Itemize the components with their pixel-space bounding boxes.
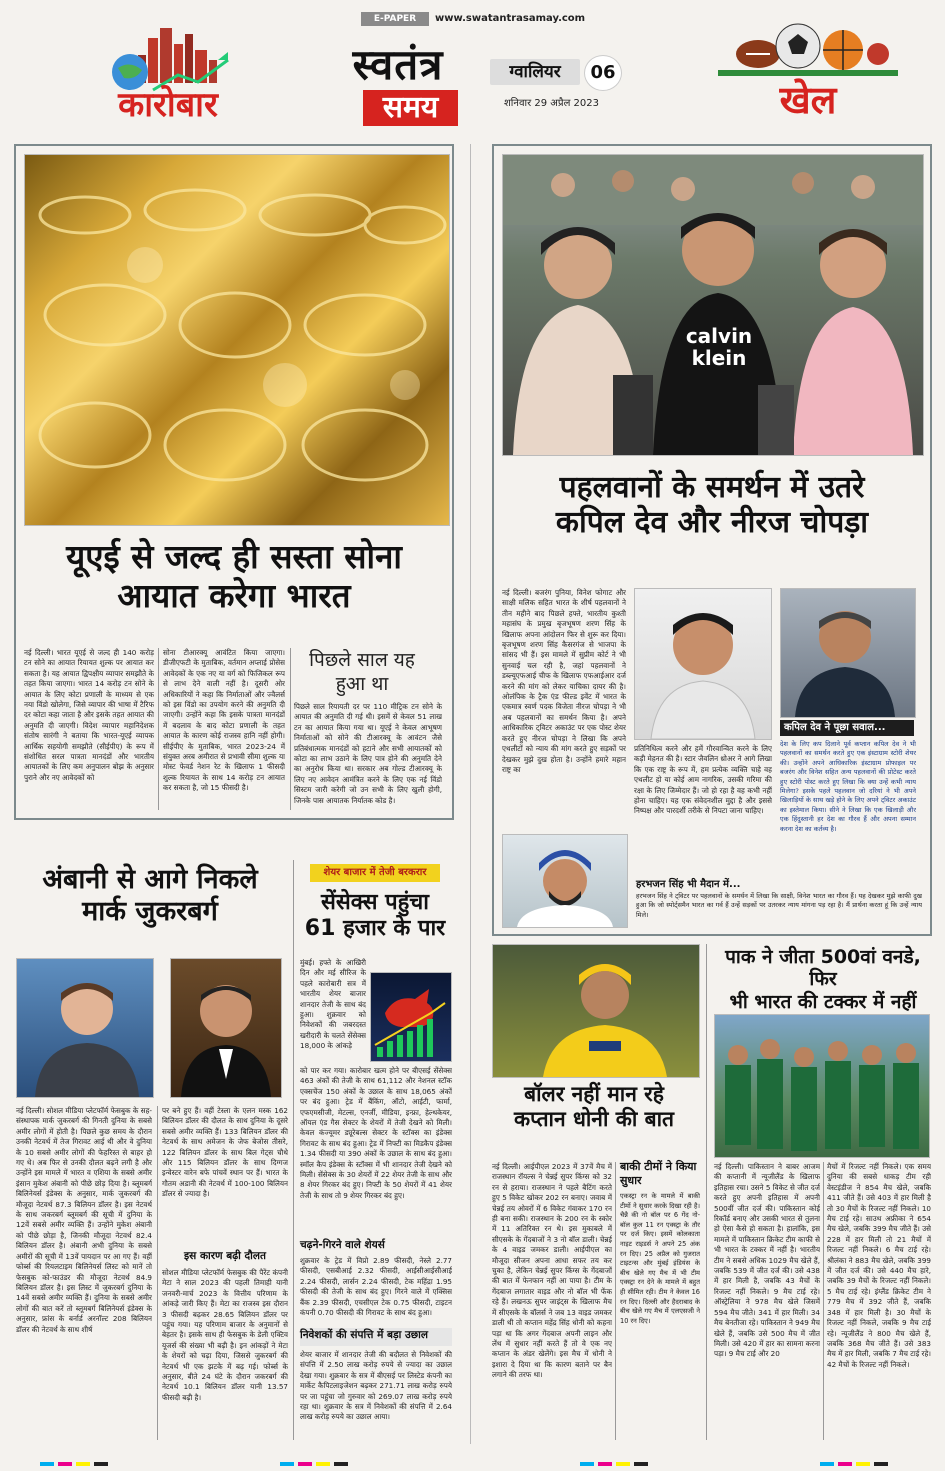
epaper-label: E-PAPER bbox=[361, 12, 429, 26]
zuckerberg-headline bbox=[14, 864, 286, 928]
newspaper-logo bbox=[318, 40, 478, 130]
dhoni-side-title: बाकी टीमों ने किया सुधार bbox=[620, 1160, 697, 1187]
harbhajan-photo bbox=[502, 834, 628, 928]
pak-col1: नई दिल्ली। पाकिस्तान ने बाबर आजम की कप्तानी में न्यूजीलैंड के खिलाफ इतिहास रचा। उसने 5 विकेट से जीत दर्ज करते हुए अपनी इतिहास में अपनी 500वीं जीत दर्ज की। पाकिस्तान कोई रिकॉर्ड बनाए और उसकी भारत से तुलना हो ऐसा कैसे हो सकता है। हालांकि, इस मामले में पाकिस्तान क्रिकेट टीम काफी से भी भारत के टक्कर में नहीं है। भारतीय टीम ने सबसे अधिक 1029 मैच खेले हैं, जबकि 539 में जीत दर्ज की। उसे 438 में हार मिली है, जबकि 43 मैचों के रिजल्ट नहीं निकले। 9 मैच टाई रहे। ऑस्ट्रेलिया ने 978 मैच खेले जिसमें 594 मैच जीते। 341 में हार मिली। 34 मैच बेनतीजा रहे। पाकिस्तान ने 949 मैच खेले हैं, जबकि उसे 500 मैच में जीत मिली। उसे 420 में हार का सामना करना पड़ा। 9 मैच टाई और 20 bbox=[714, 1162, 820, 1359]
harbhajan-caption: हरभजन सिंह भी मैदान में... bbox=[636, 879, 741, 890]
registration-marks bbox=[0, 1461, 945, 1467]
gold-col2: सोना टीआरक्यू आवंटित किया जाएगा। डीजीएफटी के मुताबिक, वर्तमान अप्लाई प्रोसेस आवेदकों के एक नए या वर्ग को फिजिकल रूप से लाभ देने वाली नहीं है। दूसरी ओर अधिकारियों ने कहा कि निर्माताओं और ज्वैलर्स को इस विंडो का उपयोग करने की अनुमति दी जाएगी। उन्होंने कहा कि इसके पात्रता मानदंडों में बदलाव के बाद कोटा प्रणाली के तहत आयात के कारण कोई राजस्व हानि नहीं होगी। सीईपीए के मुताबिक, भारत 2023-24 में संयुक्त अरब अमीरात से प्रभावी सीमा शुल्क या मोस्ट फेवर्ड नेशन रेट के खिलाफ 1 फीसदी शुल्क रियायत के साथ 14 करोड़ टन आयात कर सकता है, जो 15 फीसदी है। bbox=[163, 648, 285, 793]
kapil-photo bbox=[780, 588, 916, 718]
zuckerberg-col2a: पर बने हुए हैं। वहीं टेस्ला के एलन मस्क 162 बिलियन डॉलर की दौलत के साथ दुनिया के दूसरे सबसे अमीर व्यक्ति हैं। 133 बिलियन डॉलर की नेटवर्थ के साथ अमेजन के जेफ बेजोस तीसरे, 122 बिलियन डॉलर के साथ बिल गेट्स चौथे और 115 बिलियन डॉलर के साथ दिग्गज इन्वेस्टर वारेन बफे पांचवें स्थान पर हैं। भारत के गौतम अडानी की नेटवर्थ में 100-100 बिलियन डॉलर से ज्यादा है। bbox=[162, 1106, 288, 1199]
wrestlers-press-illustration bbox=[503, 155, 923, 455]
sensex-text3: शेयर बाजार में शानदार तेजी की बदौलत से निवेशकों की संपत्ति में 2.50 लाख करोड़ रुपये से ज्यादा का उछाल देखा गया। शुक्रवार के सत्र में बीएसई पर लिस्टेड कंपनी का मार्केट कैपिटलाइजेशन बढ़कर 271.71 लाख करोड़ रुपये पर जा पहुंचा जो गुरुवार को 269.07 लाख करोड़ रुपये रहा था। शुक्रवार के सत्र में निवेशकों की संपत्ति में 2.64 लाख करोड़ रुपये का उछाल आया। bbox=[300, 1350, 452, 1422]
wrestlers-headline-line1: पहलवानों के समर्थन में उतरे bbox=[559, 470, 865, 505]
gold-bangles-illustration bbox=[25, 155, 449, 525]
ambani-photo bbox=[170, 958, 282, 1098]
logo-top-text: स्वतंत्र bbox=[352, 40, 444, 89]
zuckerberg-headline-line1: अंबानी से आगे निकले bbox=[42, 864, 258, 895]
cricket-team-illustration bbox=[715, 1015, 929, 1157]
zuckerberg-col1: नई दिल्ली। सोशल मीडिया प्लेटफॉर्म फेसबुक के सह-संस्थापक मार्क जुकरबर्ग की गिनती दुनिया के सबसे अमीर लोगों में होती है। पिछले कुछ समय के दौरान उनकी नेटवर्थ में तेज गिरावट आई थी और वे दुनिया के 10 सबसे अमीर लोगों की फेहरिस्त से बाहर हो गए थे। अब फिर से उनकी दौलत बढ़ने लगी है और उन्होंने इस मामले में भारत व एशिया के सबसे अमीर इंसान मुकेश अंबानी को पीछे छोड़ दिया है। ब्लूमबर्ग बिलिनेयर्स इंडेक्स के अनुसार, मार्क जुकरबर्ग की मौजूदा नेटवर्थ 87.3 बिलियन डॉलर है। इस नेटवर्थ के साथ जकरबर्ग ब्लूमबर्ग की सूची में दुनिया के 12वें सबसे अमीर व्यक्ति हैं। उन्होंने मुकेश अंबानी को पीछे छोड़ा है, जिनकी मौजूदा नेटवर्थ 82.4 बिलियन डॉलर है। अंबानी अभी दुनिया के सबसे अमीरों की सूची में 13वें पायदान पर आ गए हैं। वहीं फोर्ब्स की रियलटाइम बिलिनेयर्स लिस्ट को मानें तो फेसबुक को-फाउंडर की मौजूदा नेटवर्थ 84.9 बिलियन डॉलर है। इस लिस्ट में जुकरबर्ग दुनिया के 14वें सबसे अमीर व्यक्ति हैं। दुनिया के सबसे अमीर लोगों की बात करें तो ब्लूमबर्ग बिलिनेयर्स इंडेक्स के अनुसार, फ्रांस के बर्नार्ड अरनॉल्ट 208 बिलियन डॉलर की नेटवर्थ के साथ शीर्ष bbox=[16, 1106, 152, 1334]
page-number: 06 bbox=[590, 62, 616, 83]
dhoni-headline bbox=[488, 1082, 700, 1132]
zuckerberg-subhead: इस कारण बढ़ी दौलत bbox=[184, 1250, 266, 1262]
neeraj-photo bbox=[634, 588, 772, 740]
sensex-subhead2: निवेशकों की संपत्ति में बड़ा उछाल bbox=[300, 1328, 452, 1346]
masthead bbox=[0, 0, 945, 135]
sensex-headline bbox=[298, 890, 452, 942]
dhoni-side-text: एकस्ट्रा रन के मामले में बाकी टीमों ने सुधार करके दिखा रही है। चैन्नै की नो बॉल पर 6 गेंद नो-बॉल कुल 11 रन एक्स्ट्रा के तौर पर दर्ज किए। इसमें कोलकाता नाइट राइडर्स ने अपने 25 अंक रन दिए। 25 अप्रैल को गुजरात टाइटन्स और मुंबई इंडियंस के बीच खेले गए मैच में भी टीम एक्स्ट्रा रन देने के मामले में बहुत ही सीमित रही। टीम ने केवल 16 रन दिए। दिल्ली और हैदराबाद के बीच खेले गए मैच में एलएसजी ने 10 रन दिए। bbox=[620, 1192, 700, 1325]
gold-headline-line2: आयात करेगा भारत bbox=[117, 575, 351, 615]
kapil-text: देश के लिए कप दिलाने पूर्व कप्तान कपिल देव ने भी पहलवानों का समर्थन करते हुए एक इंस्टाग्राम स्टोरी शेयर की। उन्होंने अपने आधिकारिक इंस्टाग्राम प्रोफाइल पर बजरंग और विनेश सहित अन्य पहलवानों की प्रोटेस्ट करते हुए स्टोरी पोस्ट करते हुए लिखा कि क्या उन्हें कभी न्याय मिलेगा? इसके पहले पहलवान जो दरियां ने भी अपने खिलाड़ियों के साथ खड़े होने के लिए अपने ट्विटर अकाउंट का इस्तेमाल किया। सीने ने लिखा कि एक खिलाड़ी और एक हिंदुस्तानी हर देश का गौरव हैं और अपना सम्मान करना देश का कर्तव्य है। bbox=[780, 740, 916, 833]
kapil-caption: कपिल देव ने पूछा सवाल... bbox=[780, 720, 914, 736]
dhoni-headline-line2: कप्तान धोनी की बात bbox=[513, 1106, 674, 1131]
gold-headline-line1: यूएई से जल्द ही सस्ता सोना bbox=[66, 537, 402, 576]
person-silhouette-icon bbox=[17, 959, 153, 1097]
zuckerberg-col2b: सोशल मीडिया प्लेटफॉर्म फेसबुक की पैरेंट कंपनी मेटा ने साल 2023 की पहली तिमाही यानी जनवरी-मार्च 2023 के वित्तीय परिणाम के आंकड़े जारी किए हैं। मेटा का राजस्व इस दौरान 3 फीसदी बढ़कर 28.65 बिलियन डॉलर पर पहुंच गया। यह परिणाम बाजार के अनुमानों से बेहतर है। इसके साथ ही फेसबुक के डेली एक्टिव यूजर्स की संख्या भी बढ़ी है। इन आंकड़ों ने मेटा के शेयरों को चढ़ा दिया, जिससे जुकरबर्ग की नेटवर्थ भी एक झटके में बढ़ गई। फोर्ब्स के अनुसार, बीते 24 घंटे के दौरान जकरबर्ग की नेटवर्थ 10.1 बिलियन डॉलर यानी 13.57 फीसदी बढ़ी है। bbox=[162, 1268, 288, 1402]
wrestlers-headline bbox=[502, 470, 922, 541]
pak-col2: मैचों में रिजल्ट नहीं निकले। एक समय दुनिया की सबसे धाकड़ टीम रही वेस्टइंडीज ने 854 मैच खेले, जबकि 411 जीते हैं। उसे 403 में हार मिली है तो 30 मैचों के रिजल्ट नहीं निकले। 10 मैच टाई रहे। साउथ अफ्रीका ने 654 मैच खेले, जबकि 399 मैच जीते हैं। उसे 228 में हार मिली तो 21 मैचों में रिजल्ट नहीं निकले। 6 मैच टाई रहे। श्रीलंका ने 883 मैच खेले, जबकि 399 में जीत दर्ज की। उसे 440 मैच हारे, जबकि 39 मैचों के रिजल्ट नहीं निकले। 5 मैच टाई रहे। इंग्लैंड क्रिकेट टीम ने 779 मैच में 392 जीते हैं, जबकि 348 में हार मिली है। 30 मैचों के रिजल्ट नहीं निकले, जबकि 9 मैच टाई रहे। न्यूजीलैंड ने 800 मैच खेले हैं, जबकि 368 मैच जीते हैं। उसे 383 मैच में हार मिली, जबकि 7 मैच टाई रहे। 42 मैचों के रिजल्ट नहीं निकले। bbox=[827, 1162, 931, 1369]
sensex-text2: शुक्रवार के ट्रेड में विप्रो 2.89 फीसदी, नेस्ले 2.77 फीसदी, एसबीआई 2.32 फीसदी, आईसीआईसीआई 2.24 फीसदी, लार्सन 2.24 फीसदी, टेक महिंद्रा 1.95 फीसदी की तेजी के साथ बंद हुए। गिरने वाले में एक्सिस बैंक 2.39 फीसदी, एचसीएल टेक 0.75 फीसदी, टाइटन कंपनी 0.70 फीसदी की गिरावट के साथ बंद हुआ। bbox=[300, 1256, 452, 1318]
gold-sidebar-title: पिछले साल यह हुआ था bbox=[309, 649, 415, 695]
logo-bottom-text: समय bbox=[363, 90, 458, 126]
gold-jewelry-photo bbox=[24, 154, 450, 526]
wrestlers-col2: प्रतिनिधित्व करने और हमें गौरवान्वित करने के लिए कड़ी मेहनत की है। स्टार जैवलिन थ्रोअर ने आगे लिखा कि एक राष्ट्र के रूप में, हम प्रत्येक व्यक्ति चाहे वह एथलीट हो या कोई आम नागरिक, उसकी गरिमा की रक्षा के लिए जिम्मेदार हैं। जो हो रहा है वह कभी नहीं होना चाहिए। यह एक संवेदनशील मुद्दा है और इससे निष्पक्ष और पारदर्शी तरीके से निपटा जाना चाहिए। bbox=[634, 744, 772, 816]
bull-market-graphic bbox=[370, 972, 452, 1062]
sports-balls-icon bbox=[718, 18, 898, 78]
epaper-bar bbox=[355, 11, 595, 27]
jersey-text: calvin klein bbox=[685, 324, 753, 370]
pak-headline bbox=[710, 946, 936, 1013]
business-section-title: कारोबार bbox=[118, 85, 218, 125]
sensex-intro: मुंबई। हफ्ते के आखिरी दिन और मई सीरिज के पहले कारोबारी सत्र में भारतीय शेयर बाजार शानदार तेजी के साथ बंद हुआ। शुक्रवार को निवेशकों की जबरदस्त खरीदारी के चलते सेंसेक्स 18,000 के आंकड़े bbox=[300, 958, 366, 1051]
city-name: ग्वालियर bbox=[509, 62, 561, 82]
gold-sidebar-text: पिछले साल रियायती दर पर 110 मीट्रिक टन सोने के आयात की अनुमति दी गई थी। इसमें से केवल 51 लाख टन का आयात किया गया था। यूएई ने केवल आभूषण निर्माताओं को सोने की टीआरक्यू के आवंटन जैसे प्रतिबंधात्मक मानदंडों को हटाने और सभी आयातकों को कोटा का लाभ उठाने के लिए पात्र होने की अनुमति देने का अनुरोध किया था। सरकार अब गोल्ड टीआरक्यू के लिए नए आवेदन आमंत्रित करने के लिए एक नई विंडो सिस्टम जारी करेगी जो उन सभी के लिए खुली होगी, जिनके पास आयातक निर्यातक कोड है। bbox=[294, 702, 442, 805]
business-section-banner bbox=[78, 20, 258, 130]
pak-headline-line2: भी भारत की टक्कर में नहीं bbox=[729, 990, 917, 1013]
sensex-body: को पार कर गया। कारोबार खत्म होने पर बीएसई सेंसेक्स 463 अंकों की तेजी के साथ 61,112 और नेशनल स्टॉक एक्सचेंज 150 अंकों के उछाल के साथ 18,065 अंकों पर बंद हुआ। ट्रेड में बैंकिंग, ऑटो, आईटी, फार्मा, एफएमसीजी, मेटल्स, एनर्जी, मीडिया, इन्फ्रा, हेल्थकेयर, ऑयल एंड गैस सेक्टर के शेयरों में तेजी देखने को मिली। केवल कंज्यूमर ड्यूरेबल्स सेक्टर के स्टॉक्स का इंडेक्स गिरावट के साथ बंद हुआ। ट्रेड में निफ्टी का मिडकैप इंडेक्स 1.34 फीसदी या 390 अंकों के उछाल के साथ बंद हुआ। स्मॉल कैप इंडेक्स के स्टॉक्स में भी शानदार तेजी देखने को मिली। सेंसेक्स के 30 शेयरों में 22 शेयर तेजी के साथ और 8 शेयर गिरकर बंद हुए। निफ्टी के 50 शेयरों में 41 शेयर तेजी के साथ तो 9 शेयर गिरकर बंद हुए। bbox=[300, 1066, 452, 1200]
website-link[interactable]: www.swatantrasamay.com bbox=[435, 13, 586, 24]
sensex-subhead1: चढ़ने-गिरने वाले शेयर्स bbox=[300, 1239, 385, 1251]
gold-col1: नई दिल्ली। भारत यूएई से जल्द ही 140 करोड़ टन सोने का आयात रियायत शुल्क पर आयात कर सकता है। यह आयात द्विपक्षीय व्यापार समझौते के तहत किया जाएगा। भारत 14 करोड़ टन सोने के आयात के लिए कोटा प्रणाली के माध्यम से एक नया विंडो खोलेगा, जिसे व्यापार की भाषा में टैरिफ दर कोटा कहा जाता है और इसके तहत आयात की अनुमति दी जाएगी। विदेश व्यापार महानिदेशक संतोष सारंगी ने बताया कि भारत-यूएई व्यापक आर्थिक सहयोगी समझौते (सीईपीए) के रूप में संशोधित सरल पात्रता मानदंडों और भारतीय आयातकों के लिए कम अनुपालन बोझ के अनुसार पुराने और नए आवेदकों को bbox=[24, 648, 154, 782]
person-silhouette-icon bbox=[503, 835, 627, 927]
footer-color-strip bbox=[0, 1452, 945, 1458]
wrestlers-headline-line2: कपिल देव और नीरज चोपड़ा bbox=[555, 505, 869, 541]
person-silhouette-icon bbox=[171, 959, 281, 1097]
dhoni-photo bbox=[492, 944, 700, 1078]
dhoni-headline-line1: बॉलर नहीं मान रहे bbox=[524, 1082, 664, 1106]
dhoni-col1: नई दिल्ली। आईपीएल 2023 में 37वें मैच में राजस्थान रॉयल्स ने चेन्नई सुपर किंग्स को 32 रन से हराया। राजस्थान ने पहले बैटिंग करते हुए 5 विकेट खोकर 202 रन बनाए। जवाब में चेन्नई तय ओवरों में 6 विकेट गंवाकर 170 रन ही बना सकी। राजस्थान के 200 रन के स्कोर में 11 अतिरिक्त रन थे। इस मुकाबले में सीएसके के गेंदबाजों ने 3 नो बॉल डाली। चेन्नई के 4 वाइड जमकर डाली। आईपीएल का मौजूदा सीजन अपना आधा सफर तय कर चुका है, लेकिन चेन्नई सुपर किंग्स के गेंदबाजों की बात में फेनफान नहीं आ पाया है। टीम के गेंदबाज लगातार वाइड और नो बॉल भी फेंक रहे हैं। लखनऊ सुपर जाइंट्स के खिलाफ मैच में सीएसके के बॉलर्स ने जब 13 वाइड जमकर डाली थी तो कप्तान महेंद्र सिंह धोनी को कहना पड़ा था कि अगर गेंदबाज अपनी लाइन और लेंथ में सुधार नहीं करते हैं तो वे एक नए कप्तान के अंडर खेलेंगे। इस मैच में धोनी ने इशारा दे दिया था कि कारण बताने पर बैन लगाने की तरफ था। bbox=[492, 1162, 612, 1380]
person-silhouette-icon bbox=[635, 589, 771, 739]
sensex-headline-line1: सेंसेक्स पहुंचा bbox=[321, 890, 429, 915]
bull-chart-icon bbox=[371, 973, 451, 1061]
harbhajan-text: हरभजन सिंह ने ट्विटर पर पहलवानों के समर्थन में लिखा कि साक्षी, विनेश भारत का गौरव हैं। यह देखकर मुझे काफी दुख हुआ कि जो स्पोर्ट्समैन भारत का गर्व हैं उन्हें सड़कों पर उतरकर न्याय मांगना पड़ रहा है। मैं प्रार्थना करता हूं कि उन्हें न्याय मिले। bbox=[636, 892, 922, 919]
cricketer-illustration bbox=[493, 945, 699, 1077]
sports-section-banner bbox=[718, 18, 898, 130]
sensex-kicker: शेयर बाजार में तेजी बरकरार bbox=[310, 864, 440, 882]
zuckerberg-headline-line2: मार्क जुकरबर्ग bbox=[82, 895, 218, 927]
edition-info bbox=[490, 55, 640, 115]
zuckerberg-photo bbox=[16, 958, 154, 1098]
gold-headline bbox=[24, 538, 444, 616]
pak-headline-line1: पाक ने जीता 500वां वनडे, फिर bbox=[725, 946, 921, 991]
wrestlers-col1: नई दिल्ली। बजरंग पुनिया, विनेश फोगाट और साक्षी मलिक सहित भारत के शीर्ष पहलवानों ने तीन महीने बाद पिछले हफ्ते, भारतीय कुश्ती महासंघ के प्रमुख बृजभूषण शरण सिंह के खिलाफ अपना आंदोलन फिर से शुरू कर दिया। बृजभूषण शरण सिंह कैसरगंज से भाजपा के सांसद भी हैं। इस मामले में सुप्रीम कोर्ट ने भी सुनवाई चल रही है, जहां पहलवानों ने डब्ल्यूएफआई चीफ के खिलाफ एफआईआर दर्ज करने की मांग को लेकर याचिका दायर की है। ओलंपिक के ट्रैक एंड फील्ड इवेंट में भारत के एकमात्र स्वर्ण पदक विजेता नीरज चोपड़ा ने भी अब पहलवानों का समर्थन किया है। अपने आधिकारिक ट्विटर अकाउंट पर एक पोस्ट शेयर करते हुए नीरज चोपड़ा ने लिखा कि अपने एथलीटों को न्याय की मांग करते हुए सड़कों पर देखकर मुझे दुख होता है। उन्होंने हमारे महान राष्ट्र का bbox=[502, 588, 626, 774]
person-silhouette-icon bbox=[781, 589, 915, 717]
page-number-circle bbox=[584, 55, 622, 91]
sports-section-title: खेल bbox=[779, 78, 837, 122]
pak-team-photo bbox=[714, 1014, 930, 1158]
issue-date: शनिवार 29 अप्रैल 2023 bbox=[504, 98, 599, 109]
wrestlers-photo bbox=[502, 154, 924, 456]
sensex-headline-line2: 61 हजार के पार bbox=[304, 915, 446, 941]
city-badge bbox=[490, 59, 580, 85]
